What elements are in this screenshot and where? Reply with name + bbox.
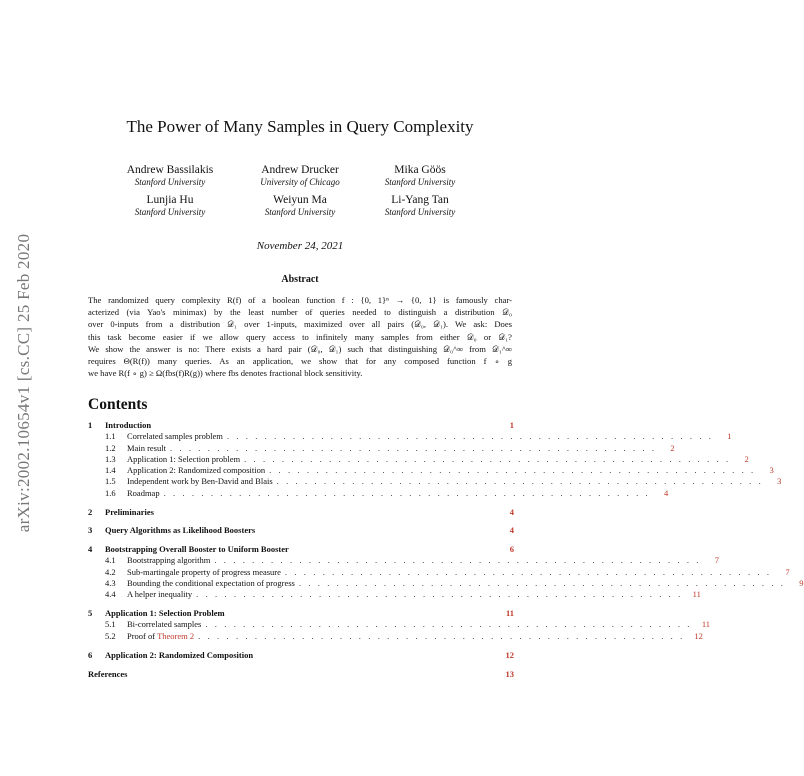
author-name: Andrew Drucker [261, 164, 339, 176]
toc-leader: . . . . . . . . . . . . . . . . . . . . . . . . . . . . . . . . . . . . . . . . . . . . . . . . . . . . [169, 442, 657, 453]
toc-section[interactable] [88, 507, 514, 518]
toc-number: 4 [88, 544, 93, 555]
toc-leader: . . . . . . . . . . . . . . . . . . . . . . . . . . . . . . . . . . . . . . . . . . . . . . . . . . . . [284, 566, 772, 577]
toc-page[interactable]: 13 [505, 668, 514, 679]
toc-number: 1.2 [105, 442, 116, 453]
toc-subsection[interactable] [88, 431, 732, 442]
toc-number: 1.1 [105, 431, 116, 442]
toc-leader: . . . . . . . . . . . . . . . . . . . . . . . . . . . . . . . . . . . . . . . . . . . . . . . . . . . . [298, 578, 786, 589]
toc-subsection[interactable] [88, 465, 774, 476]
toc-section[interactable] [88, 608, 514, 619]
author-name: Weiyun Ma [273, 194, 327, 206]
toc-title[interactable]: Bootstrapping Overall Booster to Uniform Booster [105, 544, 289, 555]
toc-leader: . . . . . . . . . . . . . . . . . . . . . . . . . . . . . . . . . . . . . . . . . . . . . . . . . . . . [214, 555, 702, 566]
toc-number: 4.2 [105, 566, 116, 577]
toc-title[interactable]: Bi-correlated samples [127, 619, 202, 630]
toc-page[interactable]: 11 [701, 619, 711, 630]
toc-number: 1 [88, 420, 93, 430]
toc-page[interactable]: 3 [777, 476, 782, 487]
toc-page[interactable]: 2 [744, 453, 749, 464]
toc-page[interactable]: 4 [664, 487, 669, 498]
toc-subsection[interactable] [88, 555, 720, 566]
abstract-heading: Abstract [281, 274, 319, 285]
toc-title[interactable]: Correlated samples problem [127, 431, 223, 442]
toc-subsection[interactable] [88, 578, 804, 589]
toc-number: 2 [88, 506, 93, 517]
toc-number: 1.3 [105, 453, 116, 464]
toc-title[interactable]: Bootstrapping algorithm [127, 555, 211, 566]
author-block [95, 194, 245, 217]
toc-subsection[interactable] [88, 487, 669, 499]
toc-leader: . . . . . . . . . . . . . . . . . . . . . . . . . . . . . . . . . . . . . . . . . . . . . . . . . . . . [163, 487, 651, 498]
toc-subsection[interactable] [88, 619, 711, 630]
toc-title[interactable]: Application 2: Randomized Composition [105, 649, 254, 660]
toc-title[interactable]: Preliminaries [105, 506, 154, 517]
author-name: Lunjia Hu [146, 194, 194, 206]
table-of-contents [88, 420, 804, 680]
toc-title[interactable]: Bounding the conditional expectation of progress [127, 578, 295, 589]
arxiv-identifier-text: arXiv:2002.10654v1 [cs.CC] 25 Feb 2020 [14, 233, 33, 533]
toc-title[interactable] [127, 631, 194, 641]
toc-leader: . . . . . . . . . . . . . . . . . . . . . . . . . . . . . . . . . . . . . . . . . . . . . . . . . . . . [244, 453, 731, 464]
author-block [345, 194, 495, 217]
toc-page[interactable]: 4 [509, 506, 514, 517]
toc-title-text: Proof of [127, 630, 158, 641]
toc-leader: . . . . . . . . . . . . . . . . . . . . . . . . . . . . . . . . . . . . . . . . . . . . . . . . . . . . [205, 619, 693, 630]
toc-number: 1.6 [105, 487, 116, 498]
toc-title[interactable]: Roadmap [127, 487, 160, 498]
theorem-link[interactable]: Theorem 2 [157, 630, 195, 641]
abstract-line: requires Θ(R(f)) many queries. As an application, we show that for any composed function f ∘ g [88, 356, 512, 367]
abstract-line: over 0-inputs from a distribution 𝒟₁ over 1-inputs, maximized over all pairs (𝒟₀, 𝒟₁). We ask: Does [88, 319, 512, 330]
abstract-line: acterized (via Yao's minimax) by the least number of queries needed to distinguish a distribution 𝒟₀ [88, 307, 512, 318]
toc-subsection[interactable] [88, 453, 749, 465]
toc-title[interactable]: Application 2: Randomized composition [127, 465, 266, 476]
paper-date: November 24, 2021 [256, 240, 344, 252]
author-name: Andrew Bassilakis [126, 164, 214, 176]
toc-leader: . . . . . . . . . . . . . . . . . . . . . . . . . . . . . . . . . . . . . . . . . . . . . . . . . . . . [276, 476, 764, 487]
toc-title[interactable]: Independent work by Ben-David and Blais [127, 476, 273, 487]
author-affiliation: Stanford University [134, 207, 206, 217]
author-name: Li-Yang Tan [391, 194, 449, 206]
toc-section[interactable] [88, 525, 514, 536]
toc-page[interactable]: 3 [769, 465, 774, 476]
toc-page[interactable]: 1 [727, 431, 732, 442]
toc-number: 1.5 [105, 476, 116, 487]
toc-title[interactable]: A helper inequality [127, 589, 193, 600]
toc-page[interactable]: 9 [799, 578, 804, 589]
author-name: Mika Göös [394, 164, 446, 176]
toc-subsection[interactable] [88, 630, 703, 642]
toc-page[interactable]: 7 [714, 555, 720, 566]
paper-title: The Power of Many Samples in Query Complexity [126, 117, 474, 136]
toc-number: 4.4 [105, 589, 116, 600]
toc-number: 3 [88, 525, 93, 536]
toc-title[interactable]: References [88, 668, 128, 679]
toc-leader: . . . . . . . . . . . . . . . . . . . . . . . . . . . . . . . . . . . . . . . . . . . . . . . . . . . . [196, 589, 683, 600]
abstract-line: The randomized query complexity R(f) of a boolean function f : {0, 1}ⁿ → {0, 1} is famously char- [88, 295, 512, 305]
author-affiliation: Stanford University [264, 207, 336, 217]
toc-page[interactable]: 2 [670, 442, 675, 453]
toc-number: 5 [88, 608, 93, 619]
toc-number: 5.2 [105, 630, 116, 641]
toc-subsection[interactable] [88, 442, 675, 454]
toc-title[interactable]: Sub-martingale property of progress measure [127, 566, 281, 577]
toc-page[interactable]: 1 [509, 420, 514, 430]
toc-page[interactable]: 4 [509, 525, 514, 536]
toc-title[interactable]: Introduction [105, 420, 152, 430]
toc-section[interactable] [88, 650, 514, 661]
toc-number: 4.1 [105, 555, 116, 566]
contents-heading: Contents [88, 396, 148, 413]
toc-subsection[interactable] [88, 476, 782, 487]
toc-subsection[interactable] [88, 589, 701, 600]
toc-number: 5.1 [105, 619, 116, 630]
toc-page[interactable]: 6 [509, 544, 514, 555]
toc-leader: . . . . . . . . . . . . . . . . . . . . . . . . . . . . . . . . . . . . . . . . . . . . . . . . . . . . [226, 431, 714, 442]
abstract-line: We show the answer is no: There exists a hard pair (𝒟₀, 𝒟₁) such that distinguishing 𝒟₀^∞ from 𝒟₁^∞ [88, 343, 512, 354]
toc-page[interactable]: 7 [785, 566, 790, 577]
author-block [345, 164, 495, 187]
toc-leader: . . . . . . . . . . . . . . . . . . . . . . . . . . . . . . . . . . . . . . . . . . . . . . . . . . . . [198, 630, 685, 641]
toc-number: 6 [88, 649, 93, 660]
toc-references[interactable] [88, 669, 514, 680]
toc-title[interactable]: Main result [127, 442, 166, 453]
toc-section[interactable] [88, 544, 514, 555]
abstract-line: we have R(f ∘ g) ≥ Ω(fbs(f)R(g)) where fbs denotes fractional block sensitivity. [88, 368, 363, 379]
toc-subsection[interactable] [88, 566, 790, 578]
author-affiliation: University of Chicago [260, 177, 340, 187]
toc-leader: . . . . . . . . . . . . . . . . . . . . . . . . . . . . . . . . . . . . . . . . . . . . . . . . . . . . [269, 465, 756, 476]
toc-page[interactable]: 12 [694, 630, 703, 641]
toc-page[interactable]: 11 [692, 589, 701, 600]
toc-title[interactable]: Application 1: Selection Problem [105, 608, 225, 619]
author-affiliation: Stanford University [384, 207, 456, 217]
toc-section[interactable] [88, 420, 514, 431]
toc-page[interactable]: 12 [505, 649, 514, 660]
toc-page[interactable]: 11 [505, 608, 514, 619]
abstract-line: this task become easier if we allow query access to infinitely many samples from either 𝒟₀ or 𝒟₁? [88, 331, 512, 342]
author-block [95, 164, 245, 187]
toc-title[interactable]: Application 1: Selection problem [127, 453, 241, 464]
toc-number: 4.3 [105, 578, 116, 589]
toc-title[interactable]: Query Algorithms as Likelihood Boosters [105, 525, 256, 536]
toc-number: 1.4 [105, 465, 116, 476]
author-affiliation: Stanford University [384, 177, 456, 187]
abstract-body [88, 294, 512, 379]
author-affiliation: Stanford University [134, 177, 206, 187]
